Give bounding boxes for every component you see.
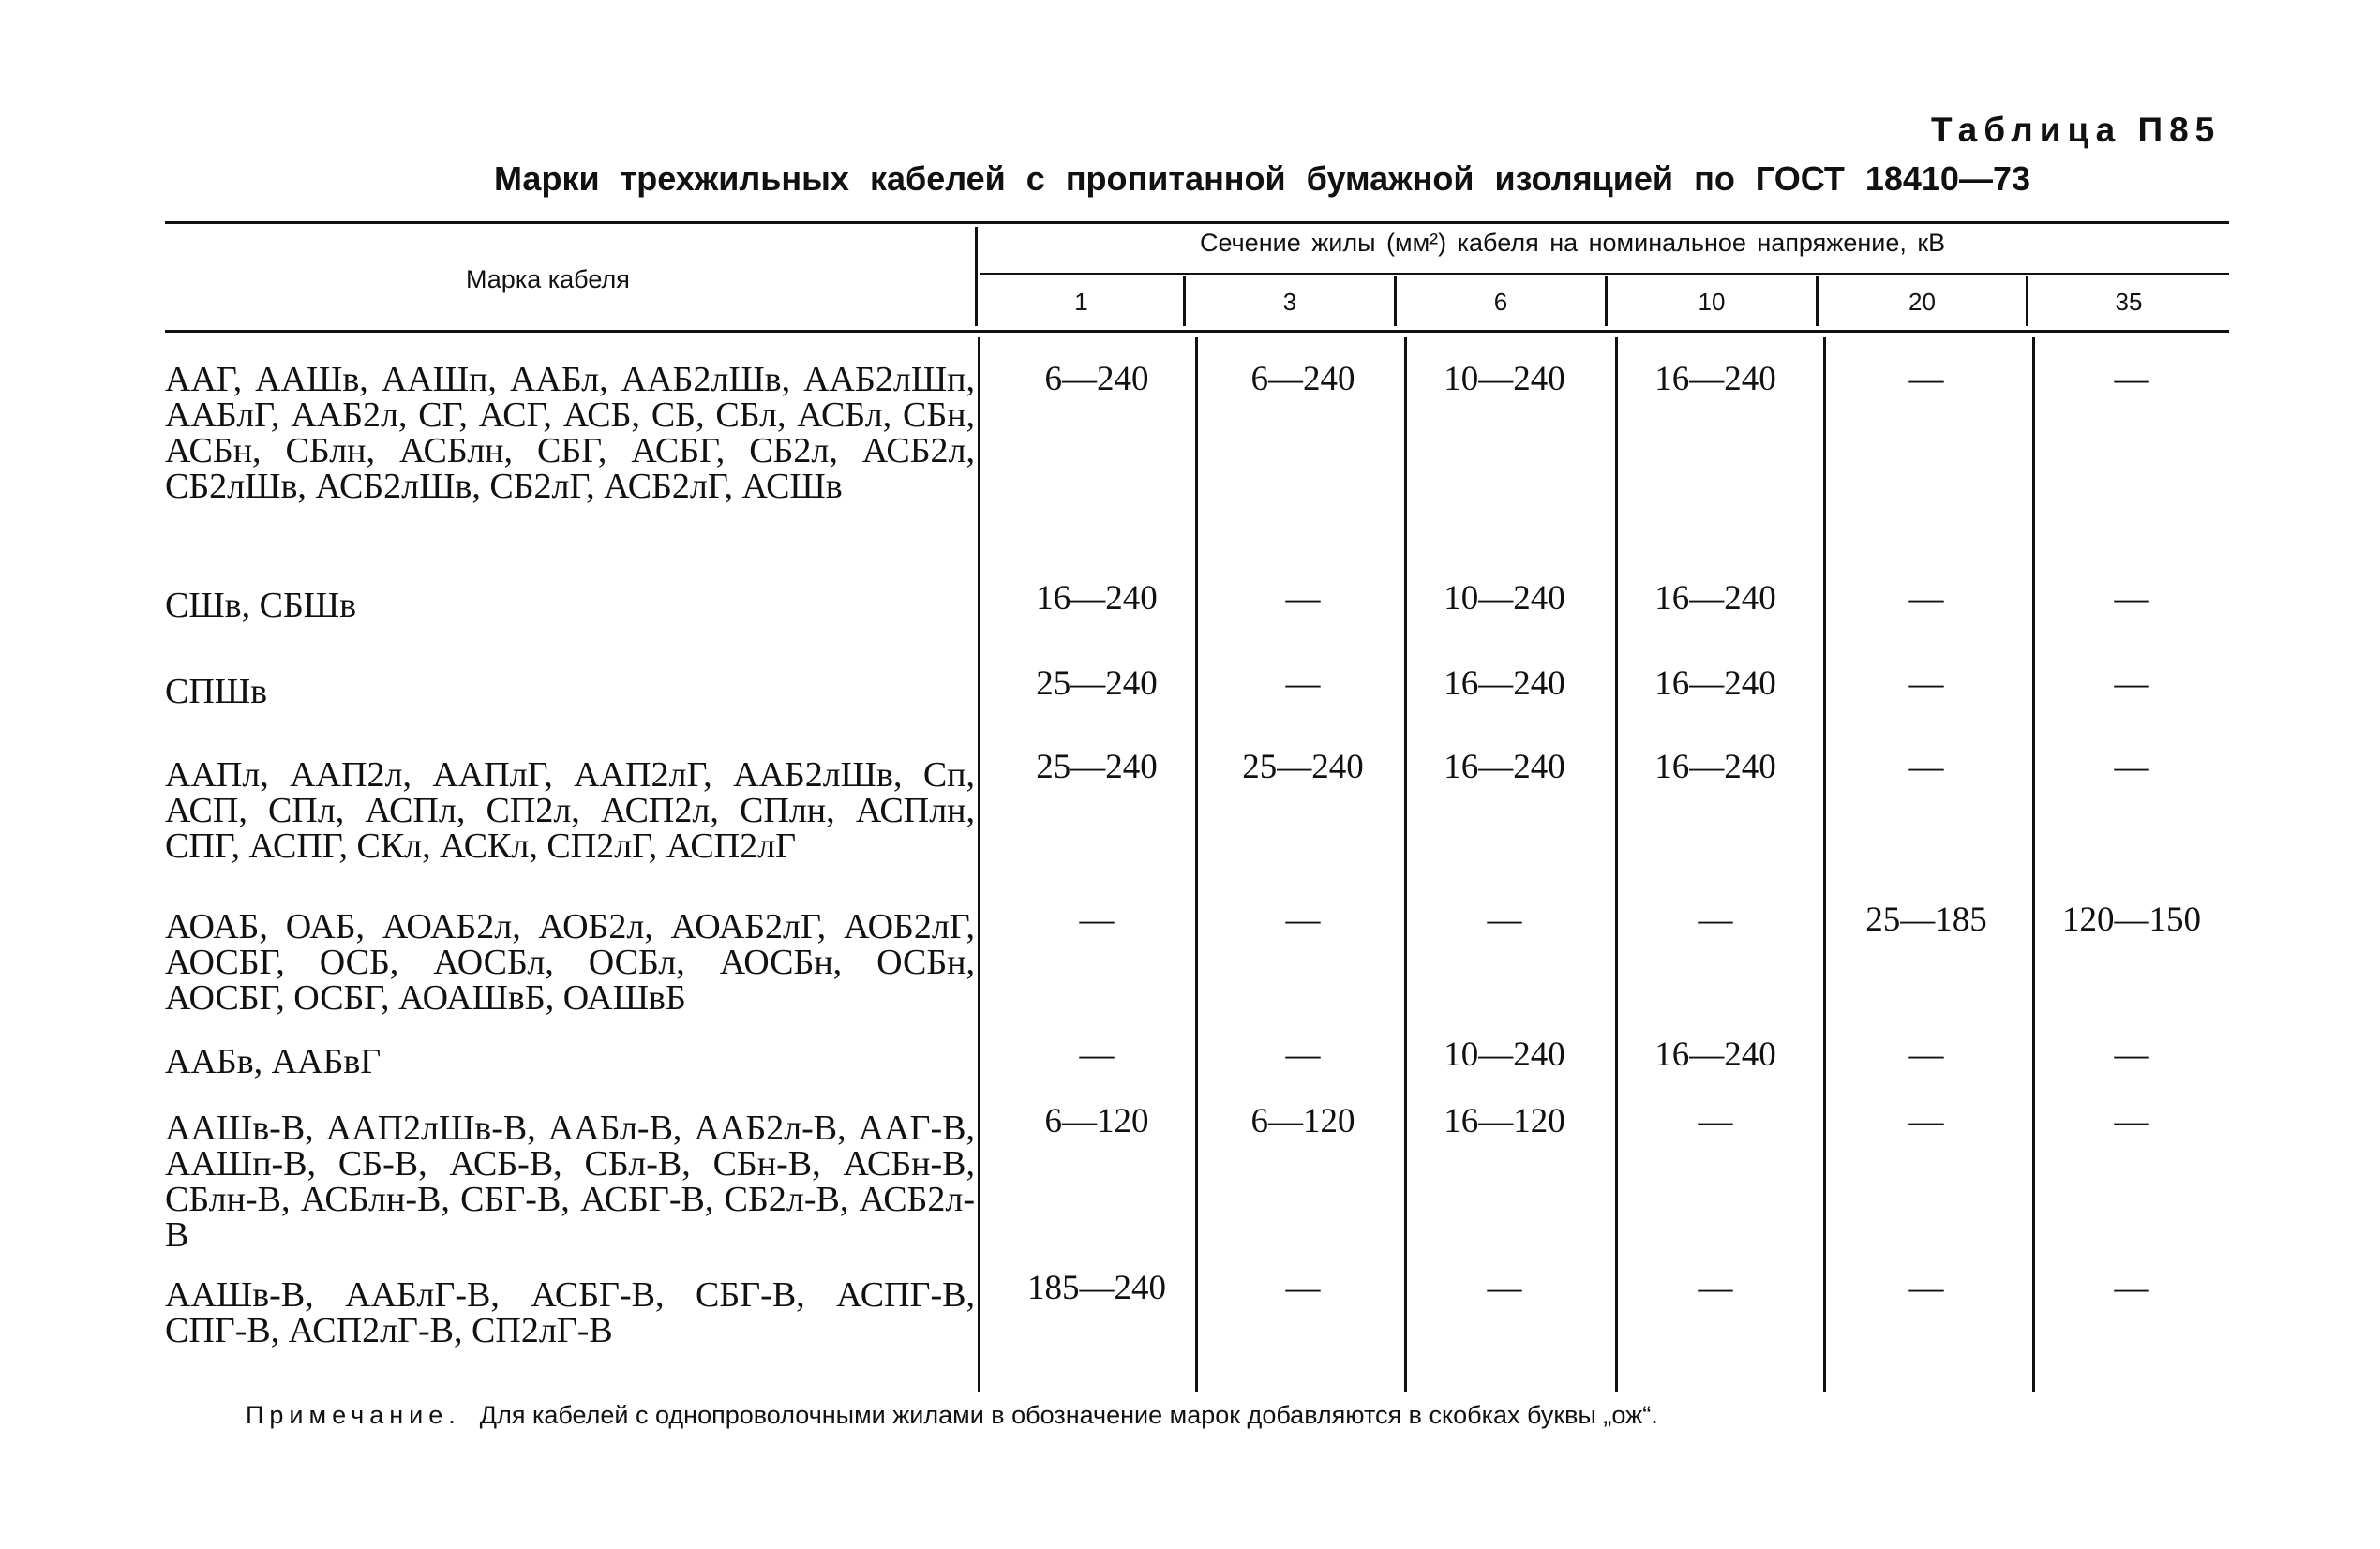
header-bottom-rule <box>165 330 2229 333</box>
table-label: Таблица П85 <box>1931 111 2222 149</box>
value-cell: 25—240 <box>1036 664 1158 703</box>
value-cell: — <box>1285 664 1321 703</box>
header-voltage-20: 20 <box>1908 288 1936 316</box>
value-cell: — <box>1908 1269 1944 1307</box>
col-divider-body-5 <box>2032 337 2035 1392</box>
value-cell: — <box>2114 748 2149 786</box>
value-cell: — <box>1908 360 1944 398</box>
value-cell: — <box>2114 664 2149 703</box>
value-cell: — <box>1487 1269 1522 1307</box>
header-group: Сечение жилы (мм²) кабеля на номинальное напряжение, кВ <box>1200 229 1946 257</box>
value-cell: — <box>2114 1102 2149 1140</box>
value-cell: — <box>2114 579 2149 618</box>
value-cell: — <box>1285 579 1321 618</box>
value-cell: 16—240 <box>1654 664 1776 703</box>
footnote-label: Примечание. <box>246 1401 461 1429</box>
value-cell: — <box>2114 360 2149 398</box>
value-cell: — <box>1285 1035 1321 1074</box>
value-cell: 6—240 <box>1250 360 1355 398</box>
value-cell: — <box>2114 1269 2149 1307</box>
value-cell: — <box>1079 901 1115 939</box>
header-voltage-35: 35 <box>2115 288 2143 316</box>
top-rule <box>165 221 2229 224</box>
value-cell: — <box>2114 1035 2149 1074</box>
col-divider-body-3 <box>1615 337 1618 1392</box>
header-voltage-1: 1 <box>1074 288 1088 316</box>
value-cell: — <box>1698 901 1733 939</box>
value-cell: 25—240 <box>1036 748 1158 786</box>
value-cell: 16—240 <box>1654 579 1776 618</box>
value-cell: 25—240 <box>1242 748 1364 786</box>
brand-cell: ААШв-В, ААП2лШв-В, ААБл-В, ААБ2л-В, ААГ-В, ААШп-В, СБ-В, АСБ-В, СБл-В, СБн-В, АСБн-В, СБлн-В, АСБлн-В, СБГ-В, АСБГ-В, СБ2л-В, АСБ2л-В <box>165 1109 975 1255</box>
value-cell: 6—240 <box>1044 360 1149 398</box>
col-divider-body-1 <box>1195 337 1198 1392</box>
brand-cell: СПШв <box>165 672 268 711</box>
value-cell: 16—240 <box>1654 748 1776 786</box>
value-cell: 10—240 <box>1444 579 1565 618</box>
value-cell: 16—120 <box>1444 1102 1565 1140</box>
header-voltage-10: 10 <box>1698 288 1726 316</box>
value-cell: — <box>1285 1269 1321 1307</box>
brand-cell: ААБв, ААБвГ <box>165 1042 382 1081</box>
value-cell: — <box>1285 901 1321 939</box>
value-cell: — <box>1908 579 1944 618</box>
value-cell: 185—240 <box>1027 1269 1166 1307</box>
footnote <box>246 1401 1658 1430</box>
group-rule <box>980 273 2229 275</box>
footnote-text: Для кабелей с однопроволочными жилами в обозначение марок добавляются в скобках буквы „ож“. <box>479 1401 1658 1429</box>
brand-cell: ААШв-В, ААБлГ-В, АСБГ-В, СБГ-В, АСПГ-В, СПГ-В, АСП2лГ-В, СП2лГ-В <box>165 1275 975 1350</box>
value-cell: 120—150 <box>2062 901 2201 939</box>
value-cell: 6—120 <box>1044 1102 1149 1140</box>
value-cell: 16—240 <box>1444 748 1565 786</box>
value-cell: 16—240 <box>1444 664 1565 703</box>
header-brand: Марка кабеля <box>466 265 630 293</box>
value-cell: 16—240 <box>1654 1035 1776 1074</box>
value-cell: 16—240 <box>1036 579 1158 618</box>
value-cell: — <box>1908 748 1944 786</box>
value-cell: — <box>1079 1035 1115 1074</box>
value-cell: 10—240 <box>1444 1035 1565 1074</box>
brand-cell: АОАБ, ОАБ, АОАБ2л, АОБ2л, АОАБ2лГ, АОБ2лГ, АОСБГ, ОСБ, АОСБл, ОСБл, АОСБн, ОСБн, АОСБГ, ОСБГ, АОАШвБ, ОАШвБ <box>165 907 975 1018</box>
brand-cell: ААГ, ААШв, ААШп, ААБл, ААБ2лШв, ААБ2лШп, ААБлГ, ААБ2л, СГ, АСГ, АСБ, СБ, СБл, АСБл, СБн, АСБн, СБлн, АСБлн, СБГ, АСБГ, СБ2л, АСБ2л, СБ2лШв, АСБ2лШв, СБ2лГ, АСБ2лГ, АСШв <box>165 360 975 506</box>
col-divider-body-2 <box>1404 337 1407 1392</box>
header-voltage-6: 6 <box>1493 288 1508 316</box>
value-cell: — <box>1908 664 1944 703</box>
value-cell: — <box>1908 1035 1944 1074</box>
value-cell: — <box>1698 1269 1733 1307</box>
value-cell: — <box>1698 1102 1733 1140</box>
brand-divider-header <box>975 227 978 326</box>
value-cell: 6—120 <box>1250 1102 1355 1140</box>
value-cell: 25—185 <box>1865 901 1987 939</box>
value-cell: — <box>1908 1102 1944 1140</box>
header-voltage-3: 3 <box>1282 288 1297 316</box>
brand-cell: СШв, СБШв <box>165 586 357 625</box>
value-cell: — <box>1487 901 1522 939</box>
brand-cell: ААПл, ААП2л, ААПлГ, ААП2лГ, ААБ2лШв, Сп, АСП, СПл, АСПл, СП2л, АСП2л, СПлн, АСПлн, СПГ, АСПГ, СКл, АСКл, СП2лГ, АСП2лГ <box>165 755 975 866</box>
value-cell: 16—240 <box>1654 360 1776 398</box>
value-cell: 10—240 <box>1444 360 1565 398</box>
table-title: Марки трехжильных кабелей с пропитанной бумажной изоляцией по ГОСТ 18410—73 <box>494 159 2030 198</box>
brand-divider-body <box>978 337 980 1392</box>
col-divider-body-4 <box>1823 337 1826 1392</box>
